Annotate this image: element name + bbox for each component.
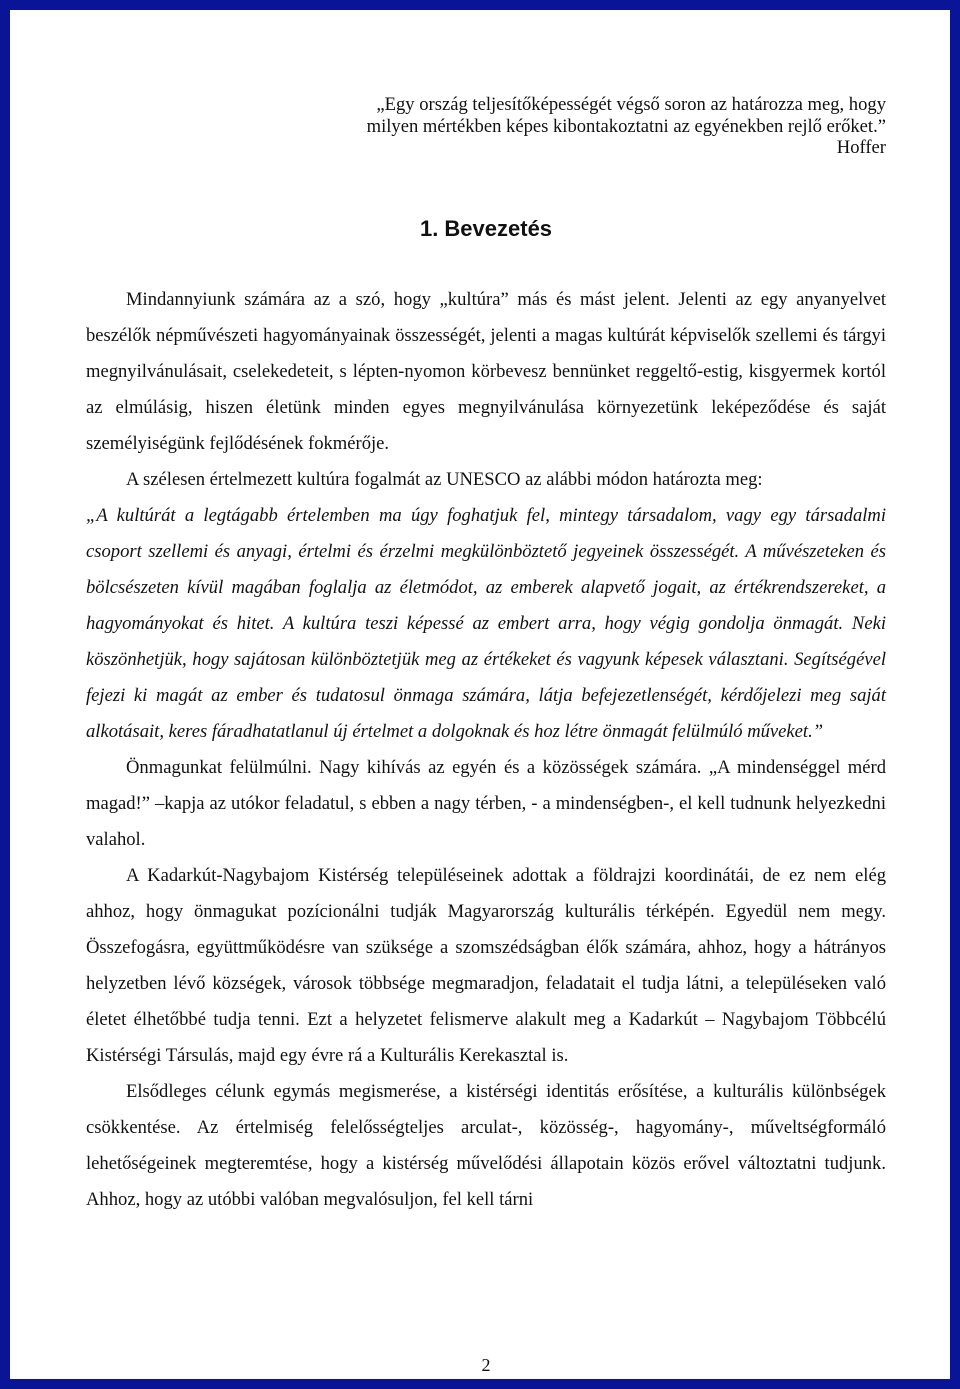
epigraph-line-1: „Egy ország teljesítőképességét végső soron az határozza meg, hogy: [376, 94, 886, 115]
paragraph-region: A Kadarkút-Nagybajom Kistérség településeinek adottak a földrajzi koordinátái, de ez nem elég ahhoz, hogy önmagukat pozícionálni tudják Magyarország kulturális térképén. Egyedül nem megy. Összefogásra, együttműködésre van szüksége a szomszédságban élők számára, ahhoz, hogy a hátrányos helyzetben lévő községek, városok többsége megmaradjon, feladatait el tudja látni, a településeken való életet élhetőbbé tudja tenni. Ezt a helyzetet felismerve alakult meg a Kadarkút – Nagybajom Többcélú Kistérségi Társulás, majd egy évre rá a Kulturális Kerekasztal is.: [86, 865, 886, 1066]
section-heading: 1. Bevezetés: [419, 216, 553, 241]
epigraph-line-2: milyen mértékben képes kibontakoztatni az egyénekben rejlő erőket.”: [366, 115, 886, 137]
epigraph: [367, 94, 886, 159]
body-text: [86, 282, 886, 1218]
page-number: 2: [481, 1355, 491, 1375]
paragraph-surpass: Önmagunkat felülmúlni. Nagy kihívás az egyén és a közösségek számára. „A mindenséggel mérd magad!” –kapja az utókor feladatul, s ebben a nagy térben, - a mindenségben-, el kell tudnunk helyezkedni valahol.: [86, 757, 886, 850]
paragraph-unesco: A szélesen értelmezett kultúra fogalmát az UNESCO az alábbi módon határozta meg:: [126, 469, 763, 490]
epigraph-author: Hoffer: [836, 137, 886, 158]
paragraph-goals: Elsődleges célunk egymás megismerése, a kistérségi identitás erősítése, a kulturális különbségek csökkentése. Az értelmiség felelősségteljes arculat-, közösség-, hagyomány-, műveltségformáló lehetőségeinek megteremtése, hogy a kistérség művelődési állapotain közös erővel változtatni tudjunk. Ahhoz, hogy az utóbbi valóban megvalósuljon, fel kell tárni: [86, 1081, 886, 1210]
unesco-quote: „A kultúrát a legtágabb értelemben ma úgy foghatjuk fel, mintegy társadalom, vagy egy társadalmi csoport szellemi és anyagi, értelmi és érzelmi megkülönböztető jegyeinek összességét. A művészeteken és bölcsészeten kívül magában foglalja az életmódot, az emberek alapvető jogait, az értékrendszereket, a hagyományokat és hitet. A kultúra teszi képessé az embert arra, hogy végig gondolja önmagát. Neki köszönhetjük, hogy sajátosan különböztetjük meg az értékeket és vagyunk képesek választani. Segítségével fejezi ki magát az ember és tudatosul önmaga számára, látja befejezetlenségét, kérdőjelezi meg saját alkotásait, keres fáradhatatlanul új értelmet a dolgoknak és hoz létre önmagát felülmúló műveket.”: [86, 505, 886, 742]
paragraph-intro: Mindannyiunk számára az a szó, hogy „kultúra” más és mást jelent. Jelenti az egy anyanyelvet beszélők népművészeti hagyományainak összességét, jelenti a magas kultúrát képviselők szellemi és tárgyi megnyilvánulásait, cselekedeteit, s lépten-nyomon körbevesz bennünket reggeltő-estig, kisgyermek kortól az elmúlásig, hiszen életünk minden egyes megnyilvánulása környezetünk leképeződése és saját személyiségünk fejlődésének fokmérője.: [86, 289, 886, 454]
